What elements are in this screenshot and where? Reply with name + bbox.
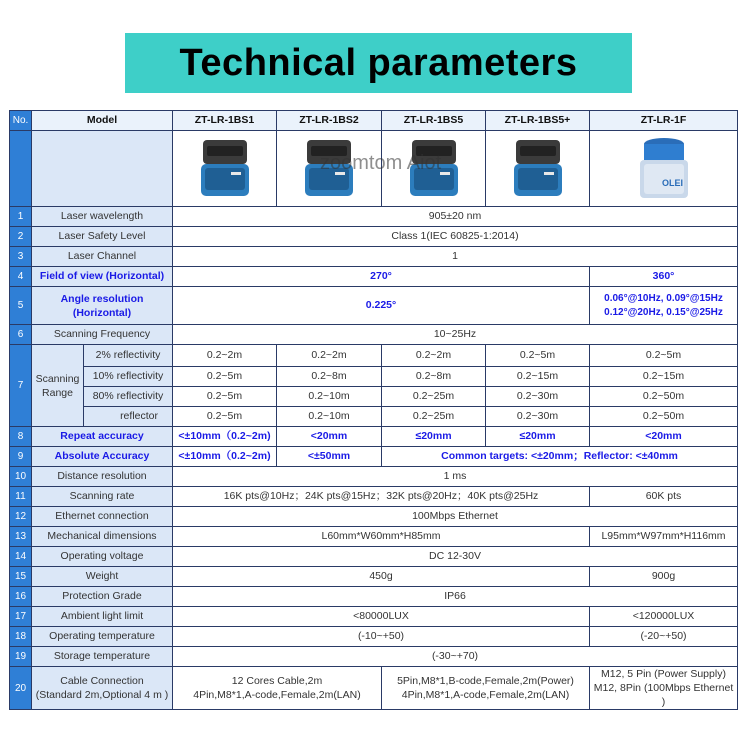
param-value: (-10~+50) — [173, 627, 590, 647]
param-value: IP66 — [173, 587, 738, 607]
col-header-no: No. — [10, 111, 32, 131]
param-row: 15 Weight 450g 900g — [10, 567, 738, 587]
param-value: <±10mm（0.2~2m) — [173, 447, 277, 467]
model-name: ZT-LR-1BS5 — [382, 111, 486, 131]
range-value: 0.2~30m — [486, 387, 590, 407]
lidar-device-icon — [299, 138, 359, 200]
range-value: 0.2~5m — [486, 345, 590, 367]
param-row: 10 Distance resolution 1 ms — [10, 467, 738, 487]
lidar-device-icon — [508, 138, 568, 200]
param-row — [10, 407, 738, 427]
param-label: Ambient light limit — [32, 607, 173, 627]
sub-label: reflector — [84, 407, 173, 427]
param-value: Common targets: <±20mm；Reflector: <±40mm — [382, 447, 738, 467]
param-value: (-20~+50) — [590, 627, 738, 647]
range-value: 0.2~15m — [590, 367, 738, 387]
product-image — [590, 131, 738, 207]
param-value: 16K pts@10Hz；24K pts@15Hz；32K pts@20Hz；40K pts@25Hz — [173, 487, 590, 507]
param-label: Cable Connection (Standard 2m,Optional 4 m ) — [32, 667, 173, 710]
param-label: Protection Grade — [32, 587, 173, 607]
param-value: M12, 5 Pin (Power Supply) M12, 8Pin (100Mbps Ethernet ) — [590, 667, 738, 710]
param-label: Absolute Accuracy — [32, 447, 173, 467]
range-value: 0.2~10m — [277, 407, 382, 427]
param-label: Scanning Frequency — [32, 325, 173, 345]
param-row: 19 Storage temperature (-30~+70) — [10, 647, 738, 667]
lidar-device-icon — [404, 138, 464, 200]
param-row: 20 Cable Connection (Standard 2m,Optional 4 m ) 12 Cores Cable,2m 4Pin,M8*1,A-code,Female,2m(LAN) 5Pin,M8*1,B-code,Female,2m(Power) 4Pin,M8*1,A-code,Female,2m(LAN) M12, 5 Pin (Power Supply) M12, 8Pin (100Mbps Ethernet ) — [10, 667, 738, 710]
param-label: Laser Channel — [32, 247, 173, 267]
range-value: 0.2~30m — [486, 407, 590, 427]
param-value: <±10mm（0.2~2m) — [173, 427, 277, 447]
param-label: Field of view (Horizontal) — [32, 267, 173, 287]
product-image — [382, 131, 486, 207]
param-value: 0.225° — [173, 287, 590, 325]
param-value: <120000LUX — [590, 607, 738, 627]
model-name: ZT-LR-1BS2 — [277, 111, 382, 131]
param-row: 4 Field of view (Horizontal) 270° 360° — [10, 267, 738, 287]
param-row: 12 Ethernet connection 100Mbps Ethernet — [10, 507, 738, 527]
sub-label: 2% reflectivity — [84, 345, 173, 367]
param-row: 11 Scanning rate 16K pts@10Hz；24K pts@15Hz；32K pts@20Hz；40K pts@25Hz 60K pts — [10, 487, 738, 507]
param-label: Storage temperature — [32, 647, 173, 667]
param-value: (-30~+70) — [173, 647, 738, 667]
param-row: 3 Laser Channel 1 — [10, 247, 738, 267]
param-label: Laser wavelength — [32, 207, 173, 227]
param-row: 2 Laser Safety Level Class 1(IEC 60825-1:2014) — [10, 227, 738, 247]
param-label: Laser Safety Level — [32, 227, 173, 247]
spec-table — [9, 110, 738, 710]
param-value: L95mm*W97mm*H116mm — [590, 527, 738, 547]
model-name: ZT-LR-1F — [590, 111, 738, 131]
param-label: Mechanical dimensions — [32, 527, 173, 547]
param-value: <±50mm — [277, 447, 382, 467]
param-row: 6 Scanning Frequency 10~25Hz — [10, 325, 738, 345]
param-label: Angle resolution (Horizontal) — [32, 287, 173, 325]
param-value: 100Mbps Ethernet — [173, 507, 738, 527]
range-value: 0.2~5m — [173, 387, 277, 407]
param-value: 0.06°@10Hz, 0.09°@15Hz 0.12°@20Hz, 0.15°@25Hz — [590, 287, 738, 325]
range-value: 0.2~5m — [590, 345, 738, 367]
range-value: 0.2~2m — [173, 345, 277, 367]
param-value: 5Pin,M8*1,B-code,Female,2m(Power) 4Pin,M8*1,A-code,Female,2m(LAN) — [382, 667, 590, 710]
col-header-model: Model — [32, 111, 173, 131]
param-row — [10, 387, 738, 407]
param-value: DC 12-30V — [173, 547, 738, 567]
image-row — [10, 131, 738, 207]
range-value: 0.2~5m — [173, 367, 277, 387]
param-value: <20mm — [590, 427, 738, 447]
param-row: 7 Scanning Range 2% reflectivity 0.2~2m 0.2~2m 0.2~2m 0.2~5m 0.2~5m — [10, 345, 738, 367]
product-image — [486, 131, 590, 207]
svg-text:OLEI: OLEI — [661, 177, 683, 188]
param-label: Operating temperature — [32, 627, 173, 647]
param-value: ≤20mm — [486, 427, 590, 447]
param-label: Scanning Range — [32, 345, 84, 427]
range-value: 0.2~2m — [382, 345, 486, 367]
param-value: Class 1(IEC 60825-1:2014) — [173, 227, 738, 247]
range-value: 0.2~5m — [173, 407, 277, 427]
param-value: 1 — [173, 247, 738, 267]
param-value: 1 ms — [173, 467, 738, 487]
param-label: Scanning rate — [32, 487, 173, 507]
param-value: L60mm*W60mm*H85mm — [173, 527, 590, 547]
lidar-device-icon — [195, 138, 255, 200]
param-row: 13 Mechanical dimensions L60mm*W60mm*H85mm L95mm*W97mm*H116mm — [10, 527, 738, 547]
param-row: 18 Operating temperature (-10~+50) (-20~+50) — [10, 627, 738, 647]
param-row: 14 Operating voltage DC 12-30V — [10, 547, 738, 567]
param-value: ≤20mm — [382, 427, 486, 447]
sub-label: 80% reflectivity — [84, 387, 173, 407]
header-row — [10, 111, 738, 131]
param-label: Weight — [32, 567, 173, 587]
param-row: 17 Ambient light limit <80000LUX <120000LUX — [10, 607, 738, 627]
param-row: 8 Repeat accuracy <±10mm（0.2~2m) <20mm ≤20mm ≤20mm <20mm — [10, 427, 738, 447]
param-value: <80000LUX — [173, 607, 590, 627]
param-row: 1 Laser wavelength 905±20 nm — [10, 207, 738, 227]
range-value: 0.2~10m — [277, 387, 382, 407]
range-value: 0.2~2m — [277, 345, 382, 367]
range-value: 0.2~25m — [382, 407, 486, 427]
param-value: 270° — [173, 267, 590, 287]
product-image — [173, 131, 277, 207]
range-value: 0.2~50m — [590, 407, 738, 427]
range-value: 0.2~15m — [486, 367, 590, 387]
param-label: Distance resolution — [32, 467, 173, 487]
range-value: 0.2~25m — [382, 387, 486, 407]
param-label: Repeat accuracy — [32, 427, 173, 447]
range-value: 0.2~50m — [590, 387, 738, 407]
param-label: Operating voltage — [32, 547, 173, 567]
lidar-360-device-icon — [632, 136, 696, 202]
range-value: 0.2~8m — [382, 367, 486, 387]
param-value: 900g — [590, 567, 738, 587]
param-row: 16 Protection Grade IP66 — [10, 587, 738, 607]
range-value: 0.2~8m — [277, 367, 382, 387]
param-value: 12 Cores Cable,2m 4Pin,M8*1,A-code,Female,2m(LAN) — [173, 667, 382, 710]
product-image — [277, 131, 382, 207]
param-value: 905±20 nm — [173, 207, 738, 227]
param-value: 450g — [173, 567, 590, 587]
page-title: Technical parameters — [179, 41, 578, 84]
param-row: 5 Angle resolution (Horizontal) 0.225° 0.06°@10Hz, 0.09°@15Hz 0.12°@20Hz, 0.15°@25Hz — [10, 287, 738, 325]
title-banner — [125, 33, 632, 93]
param-label: Ethernet connection — [32, 507, 173, 527]
model-name: ZT-LR-1BS1 — [173, 111, 277, 131]
param-value: 10~25Hz — [173, 325, 738, 345]
model-name: ZT-LR-1BS5+ — [486, 111, 590, 131]
param-row: 9 Absolute Accuracy <±10mm（0.2~2m) <±50mm Common targets: <±20mm；Reflector: <±40mm — [10, 447, 738, 467]
param-row — [10, 367, 738, 387]
param-value: 60K pts — [590, 487, 738, 507]
watermark-text: zoomtom Aiot — [320, 152, 442, 174]
param-value: 360° — [590, 267, 738, 287]
sub-label: 10% reflectivity — [84, 367, 173, 387]
param-value: <20mm — [277, 427, 382, 447]
